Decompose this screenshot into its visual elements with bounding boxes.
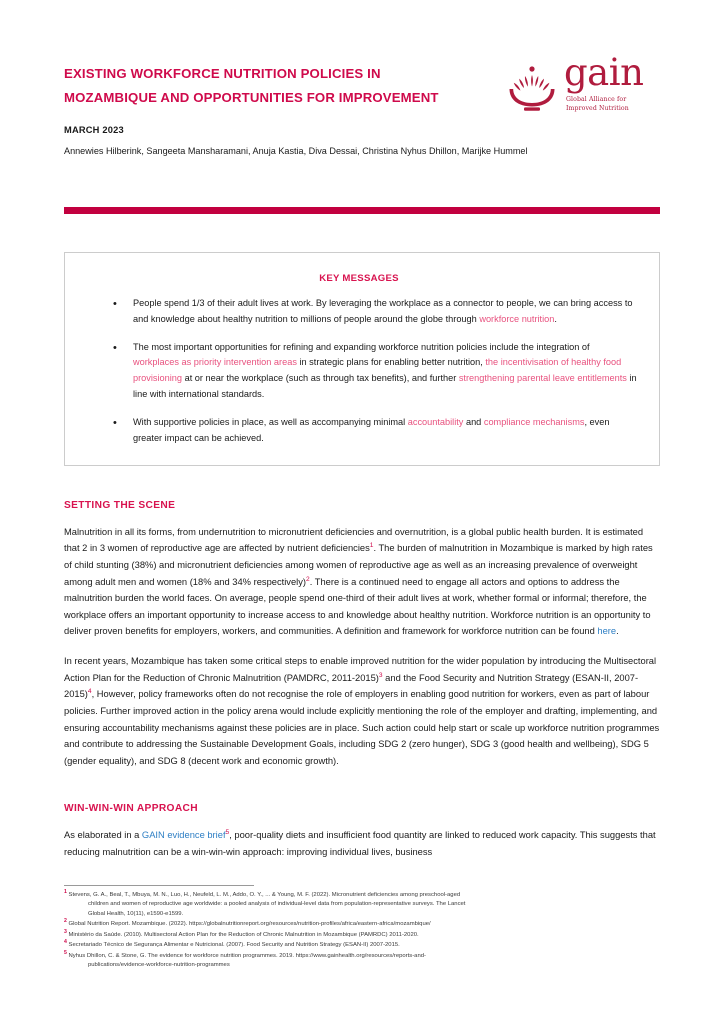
body-paragraph: As elaborated in a GAIN evidence brief$^5$, poor-quality diets and insufficient food quantity are linked to reduced work capacity. This suggests that reducing malnutrition can be a win-win-win approach: improving individual lives, business (64, 829, 656, 857)
key-message-item (81, 296, 637, 328)
gain-tagline (566, 96, 629, 114)
highlighted-phrase: accountability (407, 416, 464, 427)
page-content (64, 0, 660, 1024)
footnote-separator (64, 885, 254, 886)
gain-tagline-line-1: Global Alliance for (566, 96, 627, 103)
page-title (64, 62, 494, 111)
gain-logo (498, 51, 660, 120)
section-heading: WIN-WIN-WIN APPROACH (64, 803, 198, 815)
bullet-icon: • (113, 341, 117, 354)
key-messages-list (81, 296, 637, 447)
footnote-number: 3 (64, 928, 67, 935)
highlighted-phrase: workplaces as priority intervention areas (133, 357, 297, 368)
section-heading: SETTING THE SCENE (64, 499, 176, 511)
sections-container (64, 500, 660, 861)
gain-wordmark: gain (564, 51, 644, 94)
key-messages-box (64, 252, 660, 466)
key-messages-heading: KEY MESSAGES (319, 273, 399, 284)
page-title-line-2: MOZAMBIQUE AND OPPORTUNITIES FOR IMPROVEMENT (64, 90, 439, 106)
body-paragraph: Malnutrition in all its forms, from undernutrition to micronutrient deficiencies and overnutrition, is a global public health burden. It is estimated that 2 in 3 women of reproductive age are affected by nutrient deficiencies$^1$. The burden of malnutrition in Mozambique is marked by high rates of child stunting (38%) and micronutrient deficiencies among women of reproductive age as well as an increasing prevalence of overweight among adult men and women (18% and 34% respectively)$^2$. There is a continued need to engage all actors and options to address the malnutrition burden the world faces. On average, people spend one-third of their adult lives at work, whether formal or informal; therefore, the workplace offers an important opportunity to increase access to and knowledge about healthy nutrition. Workforce nutrition is an opportunity to deliver proven benefits for employers, workers, and communities. A definition and framework for workforce nutrition can be found here. (64, 526, 653, 637)
key-message-item (81, 340, 637, 403)
highlighted-phrase: the incentivisation of healthy food provisioning (133, 357, 622, 384)
footnote-number: 5 (64, 949, 67, 956)
bullet-icon: • (113, 416, 117, 429)
footnote-continuation: Global Health, 10(11), e1590-e1599. (88, 910, 184, 917)
key-message-text: With supportive policies in place, as well as accompanying minimal accountability and compliance mechanisms, even greater impact can be achieved. (133, 416, 610, 443)
highlighted-phrase: workforce nutrition (479, 313, 555, 324)
footnote-continuation: children and women of reproductive age worldwide: a pooled analysis of individual-level data from population-representative surveys. The Lancet (88, 901, 466, 908)
footnote-ref[interactable]: 2 (306, 575, 310, 583)
document-header (64, 0, 660, 172)
bullet-icon: • (113, 298, 117, 310)
footnote-ref[interactable]: 4 (87, 688, 92, 696)
highlighted-phrase: strengthening parental leave entitlements (458, 373, 627, 384)
footnote-number: 1 (64, 888, 67, 895)
inline-link[interactable]: GAIN evidence brief (141, 830, 226, 841)
footnote-ref[interactable]: 5 (225, 829, 230, 837)
key-message-item (81, 415, 637, 447)
key-message-text: People spend 1/3 of their adult lives at work. By leveraging the workplace as a connector to people, we can bring access to and knowledge about healthy nutrition to millions of people around the globe through workforce nutrition. (133, 298, 633, 324)
gain-tagline-line-2: Improved Nutrition (566, 104, 629, 112)
accent-rule (64, 207, 660, 214)
key-message-text: The most important opportunities for refining and expanding workforce nutrition policies include the integration of workplaces as priority intervention areas in strategic plans for enabling better nutrition, the incentivisation of healthy food provisioning at or near the workplace (such as through tax benefits), and further strengthening parental leave entitlements in line with international standards. (133, 341, 637, 400)
footnote-item: 1 Stevens, G. A., Beal, T., Mbuya, M. N., Luo, H., Neufeld, L. M., Addo, O. Y., ... & Young, M. F. (2022). Micronutrient deficiencies among preschool-aged children and women of reproductive age worldwide: a pooled analysis of individual-level data from population-representative surveys. The Lancet Global Health, 10(11), e1590-e1599. (64, 891, 660, 920)
footnote-number: 2 (64, 918, 67, 925)
footnote-ref[interactable]: 1 (369, 542, 374, 550)
footnote-item: 3 Ministério da Saúde. (2010). Multisectoral Action Plan for the Reduction of Chronic Malnutrition in Mozambique (PAMRDC) 2011-2020. (64, 928, 419, 938)
body-paragraph: In recent years, Mozambique has taken some critical steps to enable improved nutrition for the wider population by introducing the Multisectoral Action Plan for the Reduction of Chronic Malnutrition (PAMDRC, 2011-2015)$^3$ and the Food Security and Nutrition Strategy (ESAN-II, 2007-2015)$^4$, However, policy frameworks often do not recognise the role of employers in enabling good nutrition for workers, even as part of labour policies. Further improved action in the policy arena would include explicitly mentioning the role of the employer and drafting, implementing, and ensuring accountability mechanisms against these policies are in place. Such action could help start or scale up workforce nutrition programmes and contribute to addressing the Sustainable Development Goals, including SDG 2 (zero hunger), SDG 3 (good health and wellbeing), SDG 5 (gender equality), and SDG 8 (decent work and economic growth). (64, 656, 660, 766)
publication-date: MARCH 2023 (64, 124, 124, 135)
footnote-continuation: publications/evidence-workforce-nutrition-programmes (88, 962, 230, 969)
inline-link[interactable]: here (597, 626, 617, 637)
footnote-number: 4 (64, 939, 67, 946)
author-list: Annewies Hilberink, Sangeeta Mansharamani, Anuja Kastia, Diva Dessai, Christina Nyhus Dhillon, Marijke Hummel (64, 145, 528, 156)
footnotes (64, 885, 660, 973)
footnote-ref[interactable]: 3 (378, 671, 383, 679)
page-title-line-1: EXISTING WORKFORCE NUTRITION POLICIES IN (64, 66, 381, 81)
footnote-list (64, 888, 660, 972)
footnote-item: 4 Secretariado Técnico de Segurança Alimentar e Nutricional. (2007). Food Security and Nutrition Strategy (ESAN-II) 2007-2015. (64, 939, 400, 949)
footnote-item: 5 Nyhus Dhillon, C. & Stone, G. The evidence for workforce nutrition programmes. 2019. https://www.gainhealth.org/resources/reports-and- publications/evidence-workforce-nutrition-programmes (64, 952, 660, 971)
gain-bowl-icon (506, 62, 558, 112)
footnote-item: 2 Global Nutrition Report. Mozambique. (2022). https://globalnutritionreport.org/resources/nutrition-profiles/africa/eastern-africa/mozambique/ (64, 918, 431, 928)
highlighted-phrase: compliance mechanisms (483, 416, 585, 427)
